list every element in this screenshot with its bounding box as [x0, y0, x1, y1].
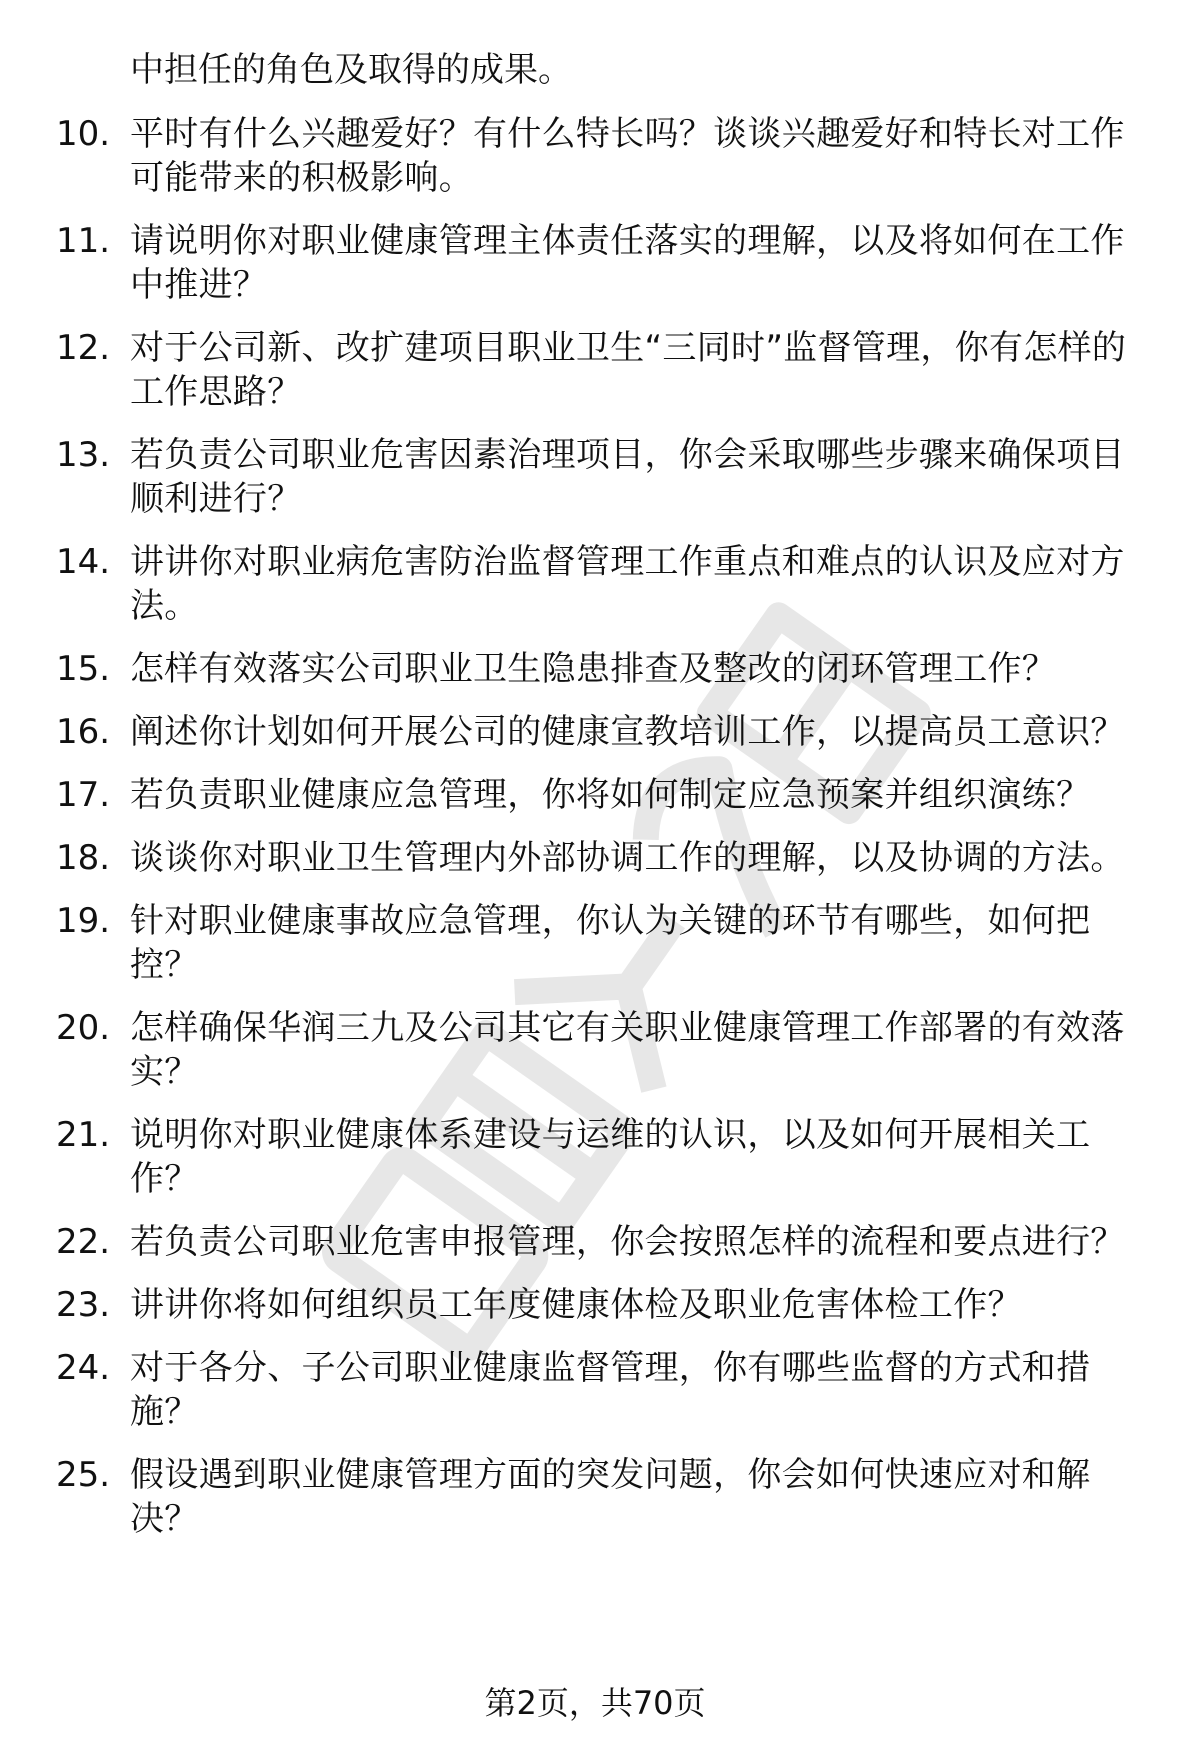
question-text: 对于各分、子公司职业健康监督管理，你有哪些监督的方式和措施？	[130, 1348, 1091, 1432]
question-item	[0, 1113, 1190, 1201]
question-text: 讲讲你将如何组织员工年度健康体检及职业危害体检工作？	[130, 1285, 1022, 1325]
question-item	[0, 1453, 1190, 1541]
question-text: 平时有什么兴趣爱好？有什么特长吗？谈谈兴趣爱好和特长对工作可能带来的积极影响。	[130, 114, 1125, 198]
question-item	[0, 112, 1190, 200]
question-number: 10.	[56, 114, 111, 154]
question-item	[0, 326, 1190, 414]
question-item	[0, 1006, 1190, 1094]
question-text: 讲讲你对职业病危害防治监督管理工作重点和难点的认识及应对方法。	[130, 542, 1125, 626]
question-number: 14.	[56, 542, 111, 582]
question-number: 20.	[56, 1008, 111, 1048]
question-number: 17.	[56, 775, 111, 815]
question-item	[0, 773, 1190, 817]
question-text: 针对职业健康事故应急管理，你认为关键的环节有哪些，如何把控？	[130, 901, 1091, 985]
question-text: 说明你对职业健康体系建设与运维的认识，以及如何开展相关工作？	[130, 1115, 1091, 1199]
question-number: 11.	[56, 221, 111, 261]
question-number: 16.	[56, 712, 111, 752]
question-number: 21.	[56, 1115, 111, 1155]
question-number: 24.	[56, 1348, 111, 1388]
question-number: 23.	[56, 1285, 111, 1325]
question-text: 若负责职业健康应急管理，你将如何制定应急预案并组织演练？	[130, 775, 1091, 815]
question-text: 阐述你计划如何开展公司的健康宣教培训工作，以提高员工意识？	[130, 712, 1125, 752]
question-item	[0, 540, 1190, 628]
question-item	[0, 647, 1190, 691]
question-text: 谈谈你对职业卫生管理内外部协调工作的理解，以及协调的方法。	[130, 838, 1125, 878]
question-text: 请说明你对职业健康管理主体责任落实的理解，以及将如何在工作中推进？	[130, 221, 1125, 305]
question-number: 22.	[56, 1222, 111, 1262]
question-text: 怎样有效落实公司职业卫生隐患排查及整改的闭环管理工作？	[130, 649, 1057, 689]
question-text: 若负责公司职业危害申报管理，你会按照怎样的流程和要点进行？	[130, 1222, 1125, 1262]
question-list	[0, 112, 1190, 1560]
question-text: 怎样确保华润三九及公司其它有关职业健康管理工作部署的有效落实？	[130, 1008, 1125, 1092]
question-number: 25.	[56, 1455, 111, 1495]
question-text: 对于公司新、改扩建项目职业卫生“三同时”监督管理，你有怎样的工作思路？	[130, 328, 1127, 412]
question-item	[0, 433, 1190, 521]
question-text: 若负责公司职业危害因素治理项目，你会采取哪些步骤来确保项目顺利进行？	[130, 435, 1125, 519]
question-item	[0, 710, 1190, 754]
question-number: 13.	[56, 435, 111, 475]
question-number: 19.	[56, 901, 111, 941]
continuation-text: 中担任的角色及取得的成果。	[130, 50, 572, 90]
question-item	[0, 1220, 1190, 1264]
question-item	[0, 899, 1190, 987]
question-item	[0, 836, 1190, 880]
question-number: 18.	[56, 838, 111, 878]
question-item	[0, 1283, 1190, 1327]
page-footer: 第2页，共70页	[484, 1684, 706, 1722]
question-item	[0, 1346, 1190, 1434]
question-number: 15.	[56, 649, 111, 689]
question-item	[0, 219, 1190, 307]
question-text: 假设遇到职业健康管理方面的突发问题，你会如何快速应对和解决？	[130, 1455, 1091, 1539]
question-number: 12.	[56, 328, 111, 368]
